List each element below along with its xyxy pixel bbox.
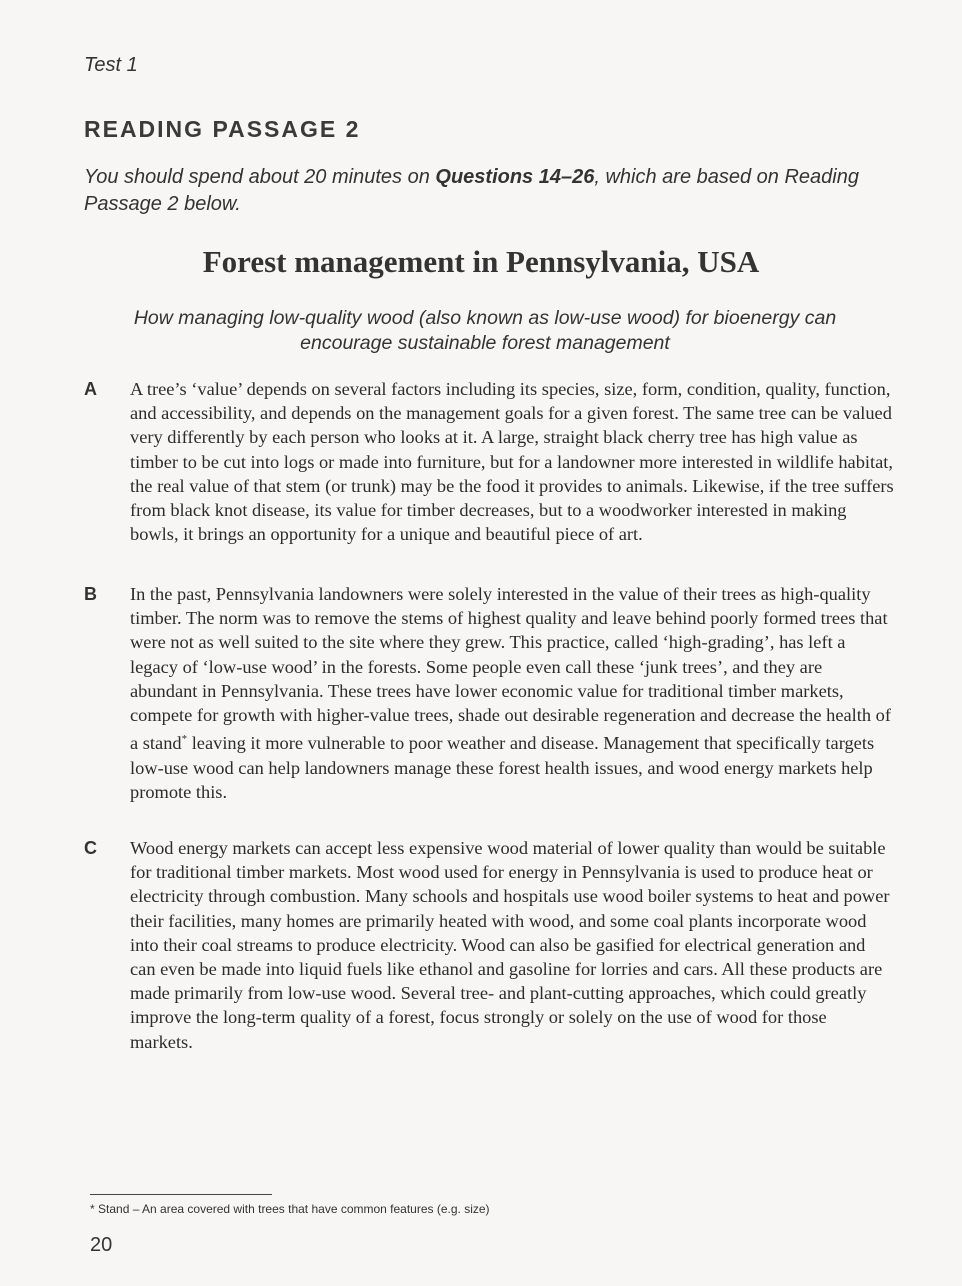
article-subtitle: How managing low-quality wood (also known as low-use wood) for bioenergy can encourage sustainable forest management bbox=[133, 307, 837, 354]
footnote-mark: * bbox=[181, 733, 188, 746]
paragraph-letter: A bbox=[84, 379, 97, 399]
page-number: 20 bbox=[90, 1234, 113, 1256]
paragraph-text: Wood energy markets can accept less expensive wood material of lower quality than would be suitable for traditional timber markets. Most wood used for energy in Pennsylvania is used to produce heat or electricity through combustion. Many schools and hospitals use wood boiler systems to heat and power their facilities, many homes are primarily heated with wood, and some coal plants incorporate wood into their coal streams to produce electricity. Wood can also be gasified for electrical generation and can even be made into liquid fuels like ethanol and gasoline for lorries and cars. All these products are made primarily from low-use wood. Several tree- and plant-cutting approaches, which could greatly improve the long-term quality of a forest, focus strongly or solely on the use of wood for those markets. bbox=[130, 838, 890, 1052]
instructions-text-end: , which are based on Reading Passage 2 below. bbox=[84, 166, 859, 215]
paragraph-letter: C bbox=[84, 838, 97, 858]
instructions-questions: Questions 14–26 bbox=[435, 166, 595, 188]
paragraph-text: A tree’s ‘value’ depends on several factors including its species, size, form, condition, quality, function, and accessibility, and depends on the management goals for a given forest. The same tree can be valued very differently by each person who looks at it. A large, straight black cherry tree has high value as timber to be cut into logs or made into furniture, but for a landowner more interested in wildlife habitat, the real value of that stem (or trunk) may be the food it provides to animals. Likewise, if the tree suffers from black knot disease, its value for timber decreases, but to a woodworker interested in making bowls, it brings an opportunity for a unique and beautiful piece of art. bbox=[130, 379, 894, 545]
paragraph-text bbox=[130, 582, 894, 804]
passage-heading: READING PASSAGE 2 bbox=[84, 116, 361, 142]
paragraph-letter: B bbox=[84, 584, 97, 604]
instructions-text: You should spend about 20 minutes on bbox=[84, 166, 436, 188]
paragraph-text-part: In the past, Pennsylvania landowners were solely interested in the value of their trees as high-quality timber. The norm was to remove the stems of highest quality and leave behind poorly formed trees that were not as well suited to the site where they grew. This practice, called ‘high-grading’, has left a legacy of ‘low-use wood’ in the forests. Some people even call these ‘junk trees’, and they are abundant in Pennsylvania. These trees have lower economic value for traditional timber markets, compete for growth with higher-value trees, shade out desirable regeneration and decrease the health of a stand bbox=[130, 584, 891, 754]
footnote-divider bbox=[90, 1194, 272, 1195]
article-title: Forest management in Pennsylvania, USA bbox=[202, 244, 760, 279]
test-label: Test 1 bbox=[84, 54, 138, 76]
instructions bbox=[84, 164, 884, 218]
paragraph-text-part: leaving it more vulnerable to poor weather and disease. Management that specifically targets low-use wood can help landowners manage these forest health issues, and wood energy markets help promote this. bbox=[130, 733, 875, 802]
footnote: * Stand – An area covered with trees that have common features (e.g. size) bbox=[90, 1202, 490, 1216]
